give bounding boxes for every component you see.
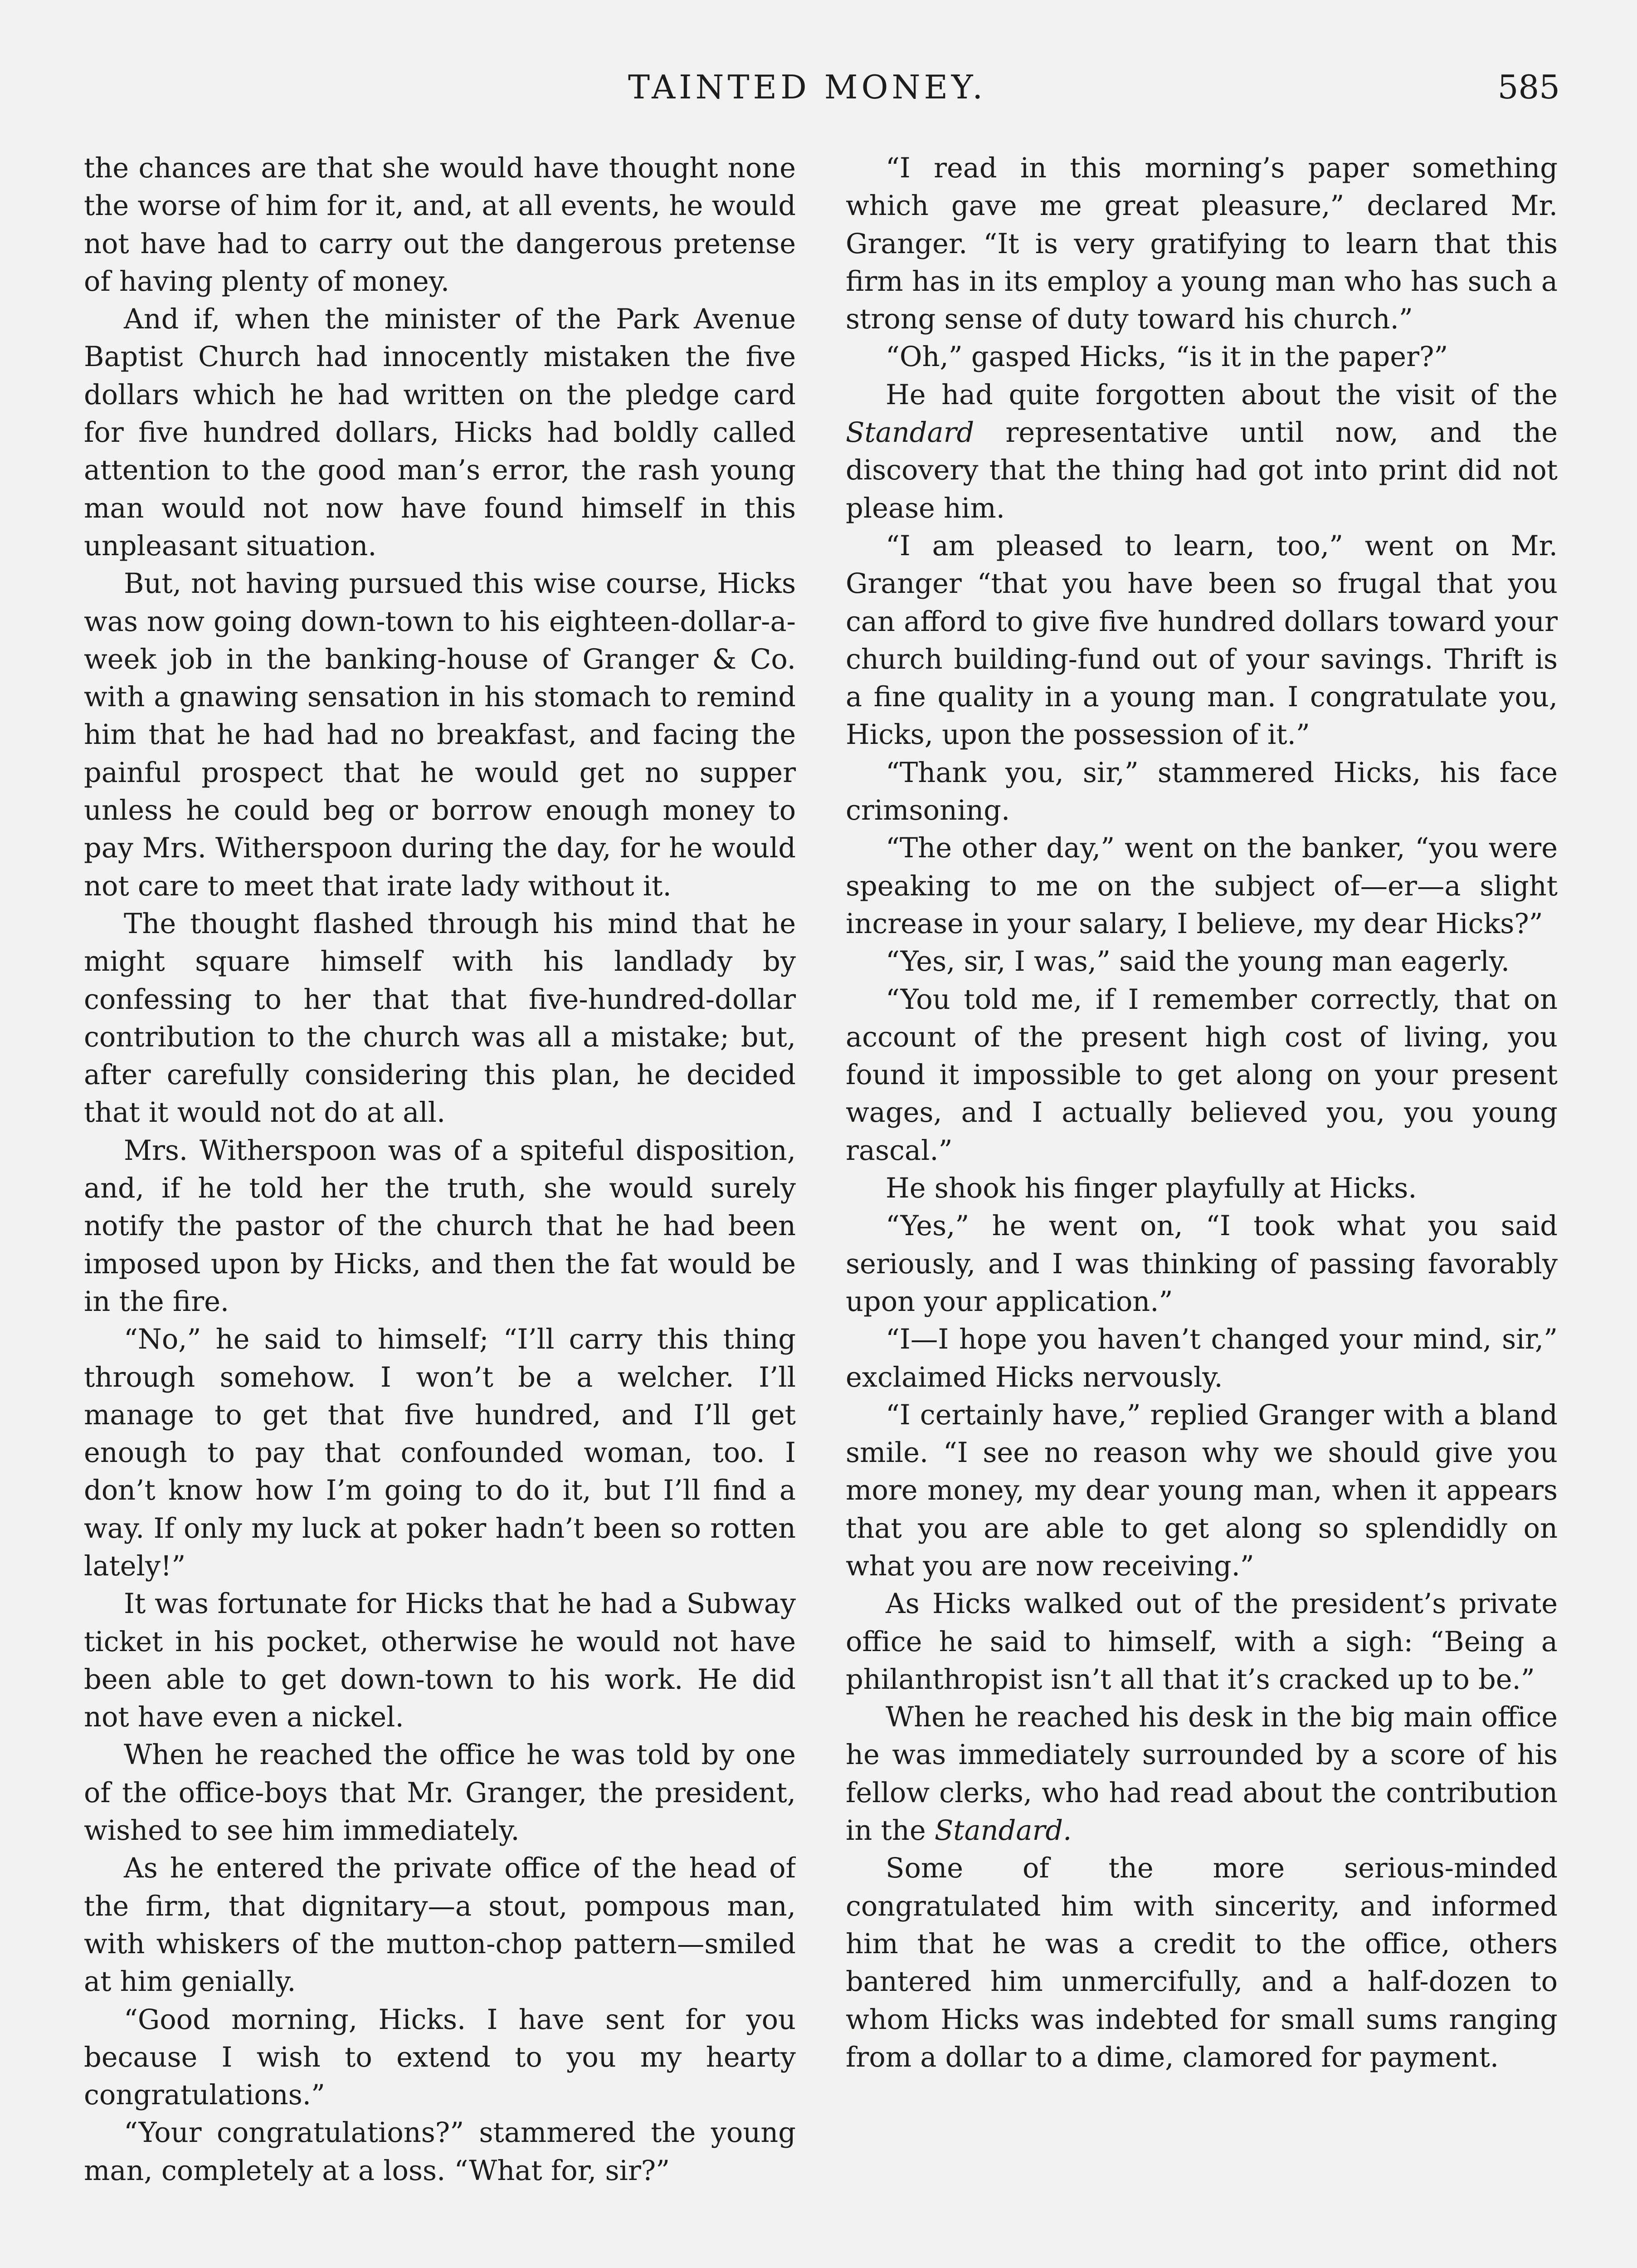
paragraph: He shook his finger playfully at Hicks. — [886, 1173, 1417, 1205]
text-run: When he reached his desk in the big main office he was immediately surrounded by a score of his fellow clerks, who had read about the contribution in the — [846, 1701, 1558, 1847]
paragraph: “I—I hope you haven’t changed your mind, sir,” exclaimed Hicks nervously. — [846, 1324, 1558, 1393]
paragraph: “Good morning, Hicks. I have sent for you because I wish to extend to you my hearty congratulations.” — [84, 2004, 796, 2112]
paragraph: “Thank you, sir,” stammered Hicks, his face crimsoning. — [846, 757, 1558, 827]
paragraph: But, not having pursued this wise course, Hicks was now going down-town to his eighteen-dollar-a-week job in the banking-house of Granger & Co. with a gnawing sensation in his stomach to remind him that he had had no breakfast, and facing the painful prospect that he would get no supper unless he could beg or borrow enough money to pay Mrs. Witherspoon during the day, for he would not care to meet that irate lady without it. — [84, 568, 796, 902]
paragraph: the chances are that she would have thought none the worse of him for it, and, at all events, he would not have had to carry out the dangerous pretense of having plenty of money. — [84, 152, 796, 298]
paragraph: The thought flashed through his mind that he might square himself with his landlady by confessing to her that that five-hundred-dollar contribution to the church was all a mistake; but, after carefully considering this plan, he decided that it would not do at all. — [84, 908, 796, 1129]
running-title: TAINTED MONEY. — [628, 68, 987, 106]
paragraph: “You told me, if I remember correctly, that on account of the present high cost of living, you found it impossible to get along on your present wages, and I actually believed you, you young rascal.” — [846, 983, 1558, 1167]
text-run: He had quite forgotten about the visit of the — [886, 379, 1558, 411]
paragraph: “I read in this morning’s paper something which gave me great pleasure,” declared Mr. Granger. “It is very gratifying to learn that this firm has in its employ a young man who has such a strong sense of duty toward his church.” — [846, 152, 1558, 336]
paragraph: “I certainly have,” replied Granger with a bland smile. “I see no reason why we should give you more money, my dear young man, when it appears that you are able to get along so splendidly on what you are now receiving.” — [846, 1399, 1558, 1582]
newspaper-name: Standard — [846, 417, 974, 449]
paragraph: When he reached the office he was told by one of the office-boys that Mr. Granger, the president, wished to see him immediately. — [84, 1739, 796, 1847]
paragraph: “Your congratulations?” stammered the young man, completely at a loss. “What for, sir?” — [84, 2117, 796, 2187]
paragraph: “Oh,” gasped Hicks, “is it in the paper?” — [886, 341, 1448, 373]
paragraph: And if, when the minister of the Park Avenue Baptist Church had innocently mistaken the five dollars which he had written on the pledge card for five hundred dollars, Hicks had boldly called attention to the good man’s error, the rash young man would not now have found himself in this unpleasant situation. — [84, 303, 796, 562]
paragraph: “Yes,” he went on, “I took what you said seriously, and I was thinking of passing favorably upon your application.” — [846, 1210, 1558, 1318]
paragraph: As he entered the private office of the head of the firm, that dignitary—a stout, pompous man, with whiskers of the mutton-chop pattern—smiled at him genially. — [84, 1853, 796, 1998]
paragraph: Mrs. Witherspoon was of a spiteful disposition, and, if he told her the truth, she would surely notify the pastor of the church that he had been imposed upon by Hicks, and then the fat would be in the fire. — [84, 1134, 796, 1318]
paragraph: Some of the more serious-minded congratulated him with sincerity, and informed him that he was a credit to the office, others bantered him unmercifully, and a half-dozen to whom Hicks was indebted for small sums ranging from a dollar to a dime, clamored for payment. — [846, 1853, 1558, 2073]
paragraph: “The other day,” went on the banker, “you were speaking to me on the subject of—er—a slight increase in your salary, I believe, my dear Hicks?” — [846, 832, 1558, 940]
paragraph: “No,” he said to himself; “I’ll carry this thing through somehow. I won’t be a welcher. I’ll manage to get that five hundred, and I’ll get enough to pay that confounded woman, too. I don’t know how I’m going to do it, but I’ll find a way. If only my luck at poker hadn’t been so rotten lately!” — [84, 1324, 796, 1582]
paragraph: It was fortunate for Hicks that he had a Subway ticket in his pocket, otherwise he would not have been able to get down-town to his work. He did not have even a nickel. — [84, 1588, 796, 1734]
paragraph: “I am pleased to learn, too,” went on Mr. Granger “that you have been so frugal that you can afford to give five hundred dollars toward your church building-fund out of your savings. Thrift is a fine quality in a young man. I congratulate you, Hicks, upon the possession of it.” — [846, 530, 1558, 751]
running-head — [82, 68, 1560, 109]
newspaper-name: Standard. — [934, 1815, 1072, 1847]
paragraph — [846, 376, 1558, 528]
right-column — [846, 150, 1558, 2268]
page-number: 585 — [1497, 68, 1560, 106]
paragraph: As Hicks walked out of the president’s private office he said to himself, with a sigh: “Being a philanthropist isn’t all that it’s cracked up to be.” — [846, 1588, 1558, 1696]
left-column — [84, 150, 796, 2268]
paragraph — [846, 1699, 1558, 1850]
paragraph: “Yes, sir, I was,” said the young man eagerly. — [886, 946, 1510, 978]
text-run: representative until now, and the discovery that the thing had got into print did not please him. — [846, 417, 1558, 524]
